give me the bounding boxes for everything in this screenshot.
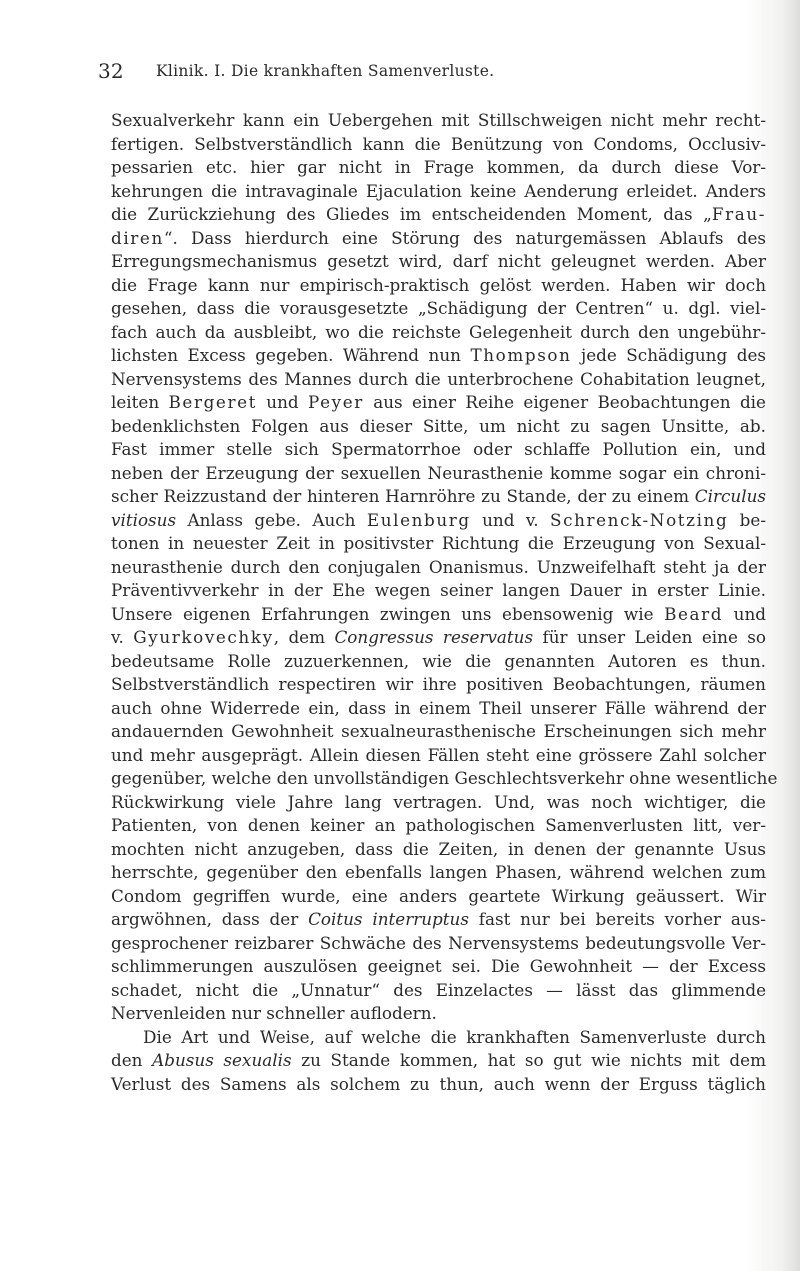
text-line	[111, 1049, 766, 1073]
text-line	[111, 932, 766, 956]
spaced-name: Bergeret	[168, 392, 257, 412]
text-segment: Nervenleiden nur schneller auflodern.	[111, 1003, 437, 1023]
text-segment: Verlust des Samens als solchem zu thun, auch wenn der Erguss täglich	[111, 1073, 766, 1094]
text-segment: neben der Erzeugung der sexuellen Neurasthenie komme sogar ein chroni-	[111, 462, 766, 483]
text-segment: mochten nicht anzugeben, dass die Zeiten, in denen der genannte Usus	[111, 838, 766, 859]
text-segment: , dem	[273, 627, 335, 647]
spaced-name: Frau-	[711, 204, 766, 224]
text-line	[111, 838, 766, 862]
page-number: 32	[98, 59, 124, 83]
text-line	[111, 908, 766, 932]
italic-text: Circulus	[694, 486, 766, 506]
text-segment: andauernden Gewohnheit sexualneurasthenische Erscheinungen sich mehr	[111, 721, 766, 741]
text-line	[111, 603, 766, 627]
text-line	[111, 462, 766, 486]
spaced-name: Gyurkovechky	[133, 627, 274, 647]
text-segment: tonen in neuester Zeit in positivster Richtung die Erzeugung von Sexual-	[111, 533, 766, 553]
text-segment: Selbstverständlich respectiren wir ihre positiven Beobachtungen, räumen	[111, 674, 766, 694]
text-segment: bedenklichsten Folgen aus dieser Sitte, um nicht zu sagen Unsitte, ab.	[111, 415, 766, 436]
italic-text: Coitus interruptus	[308, 909, 469, 929]
spaced-name: diren	[111, 227, 164, 248]
text-segment: jede Schädigung des	[571, 345, 767, 365]
spaced-name: Schrenck-Notzing	[550, 509, 729, 530]
text-line	[111, 485, 766, 509]
text-line	[111, 133, 766, 157]
text-segment: be-	[728, 509, 766, 530]
text-segment: und	[723, 603, 766, 624]
text-line	[111, 109, 766, 133]
text-line	[111, 180, 766, 204]
text-segment: die Zurückziehung des Gliedes im entscheidenden Moment, das „	[111, 204, 712, 224]
text-segment: Nervensystems des Mannes durch die unterbrochene Cohabitation leugnet,	[111, 368, 766, 389]
page-edge-shadow	[782, 0, 800, 1271]
text-line	[111, 955, 766, 979]
text-segment: und v.	[470, 509, 550, 530]
text-line	[111, 297, 766, 321]
text-segment: Rückwirkung viele Jahre lang vertragen. Und, was noch wichtiger, die	[111, 791, 766, 812]
text-segment: bedeutsame Rolle zuzuerkennen, wie die genannten Autoren es thun.	[111, 650, 766, 671]
text-segment: gesprochener reizbarer Schwäche des Nervensystems bedeutungsvolle Ver-	[111, 932, 766, 953]
text-line	[111, 814, 766, 838]
italic-text: Congressus reservatus	[334, 627, 534, 647]
text-segment: argwöhnen, dass der	[111, 909, 309, 929]
text-line	[111, 1026, 766, 1050]
text-line	[111, 979, 766, 1003]
spaced-name: Eulenburg	[366, 509, 471, 530]
text-segment: den	[111, 1050, 153, 1070]
text-line	[111, 532, 766, 556]
text-segment: lichsten Excess gegeben. Während nun	[111, 345, 471, 365]
text-line	[111, 673, 766, 697]
text-line	[111, 274, 766, 298]
text-line	[111, 767, 778, 791]
text-line	[111, 509, 766, 533]
text-segment: schadet, nicht die „Unnatur“ des Einzelactes — lässt das glimmende	[111, 979, 766, 1000]
text-line	[111, 321, 766, 345]
text-line	[111, 156, 766, 180]
text-segment: fach auch da ausbleibt, wo die reichste Gelegenheit durch den ungebühr-	[111, 321, 766, 342]
text-segment: Condom gegriffen wurde, eine anders geartete Wirkung geäussert. Wir	[111, 885, 766, 906]
text-line	[111, 438, 766, 462]
text-segment: Erregungsmechanismus gesetzt wird, darf nicht geleugnet werden. Aber	[111, 251, 766, 271]
text-segment: auch ohne Widerrede ein, dass in einem Theil unserer Fälle während der	[111, 697, 766, 718]
italic-text: vitiosus	[111, 509, 177, 530]
text-segment: die Frage kann nur empirisch-praktisch gelöst werden. Haben wir doch	[111, 274, 766, 295]
text-segment: kehrungen die intravaginale Ejaculation keine Aenderung erleidet. Anders	[111, 180, 766, 201]
text-line	[111, 861, 766, 885]
text-line	[111, 1002, 766, 1026]
text-segment: scher Reizzustand der hinteren Harnröhre zu Stande, der zu einem	[111, 486, 695, 506]
text-segment: gesehen, dass die vorausgesetzte „Schädigung der Centren“ u. dgl. viel-	[111, 298, 766, 318]
italic-text: Abusus sexualis	[152, 1050, 292, 1070]
text-segment: gegenüber, welche den unvollständigen Geschlechtsverkehr ohne wesentliche	[111, 768, 778, 788]
body-text	[111, 109, 778, 1096]
text-line	[111, 579, 766, 603]
spaced-name: Thompson	[470, 345, 572, 365]
text-line	[111, 556, 766, 580]
text-line	[111, 203, 766, 227]
text-line	[111, 227, 766, 251]
text-segment: v.	[111, 627, 134, 647]
text-line	[111, 697, 766, 721]
text-segment: Patienten, von denen keiner an pathologischen Samenverlusten litt, ver-	[111, 815, 766, 835]
text-segment: fast nur bei bereits vorher aus-	[468, 909, 766, 929]
text-line	[111, 415, 766, 439]
text-line	[111, 368, 766, 392]
text-segment: pessarien etc. hier gar nicht in Frage kommen, da durch diese Vor-	[111, 157, 766, 177]
text-segment: Unsere eigenen Erfahrungen zwingen uns ebensowenig wie	[111, 603, 665, 624]
text-segment: herrschte, gegenüber den ebenfalls langen Phasen, während welchen zum	[111, 862, 766, 882]
text-line	[111, 885, 766, 909]
text-line	[111, 1073, 766, 1097]
text-line	[111, 650, 766, 674]
spaced-name: Beard	[664, 603, 724, 624]
text-segment: schlimmerungen auszulösen geeignet sei. Die Gewohnheit — der Excess	[111, 956, 766, 976]
text-segment: fertigen. Selbstverständlich kann die Benützung von Condoms, Occlusiv-	[111, 133, 766, 154]
text-line	[111, 250, 766, 274]
text-segment: Die Art und Weise, auf welche die krankhaften Samenverluste durch	[143, 1026, 766, 1047]
text-line	[111, 791, 766, 815]
text-segment: und	[256, 392, 308, 412]
text-line	[111, 344, 766, 368]
text-line	[111, 720, 766, 744]
text-segment: neurasthenie durch den conjugalen Onanismus. Unzweifelhaft steht ja der	[111, 556, 766, 577]
text-segment: Fast immer stelle sich Spermatorrhoe oder schlaffe Pollution ein, und	[111, 439, 766, 459]
text-segment: für unser Leiden eine so	[533, 627, 767, 647]
text-segment: Anlass gebe. Auch	[176, 509, 367, 530]
text-segment: und mehr ausgeprägt. Allein diesen Fällen steht eine grössere Zahl solcher	[111, 744, 766, 765]
spaced-name: Peyer	[307, 392, 364, 412]
text-segment: Sexualverkehr kann ein Uebergehen mit Stillschweigen nicht mehr recht-	[111, 110, 766, 130]
running-title: Klinik. I. Die krankhaften Samenverluste.	[156, 62, 495, 80]
text-segment: Präventivverkehr in der Ehe wegen seiner langen Dauer in erster Linie.	[111, 580, 766, 600]
text-line	[111, 744, 766, 768]
text-line	[111, 626, 766, 650]
text-segment: aus einer Reihe eigener Beobachtungen die	[363, 392, 766, 412]
text-segment: zu Stande kommen, hat so gut wie nichts mit dem	[291, 1050, 766, 1070]
text-segment: “. Dass hierdurch eine Störung des naturgemässen Ablaufs des	[163, 227, 766, 248]
text-line	[111, 391, 766, 415]
text-segment: leiten	[111, 392, 169, 412]
